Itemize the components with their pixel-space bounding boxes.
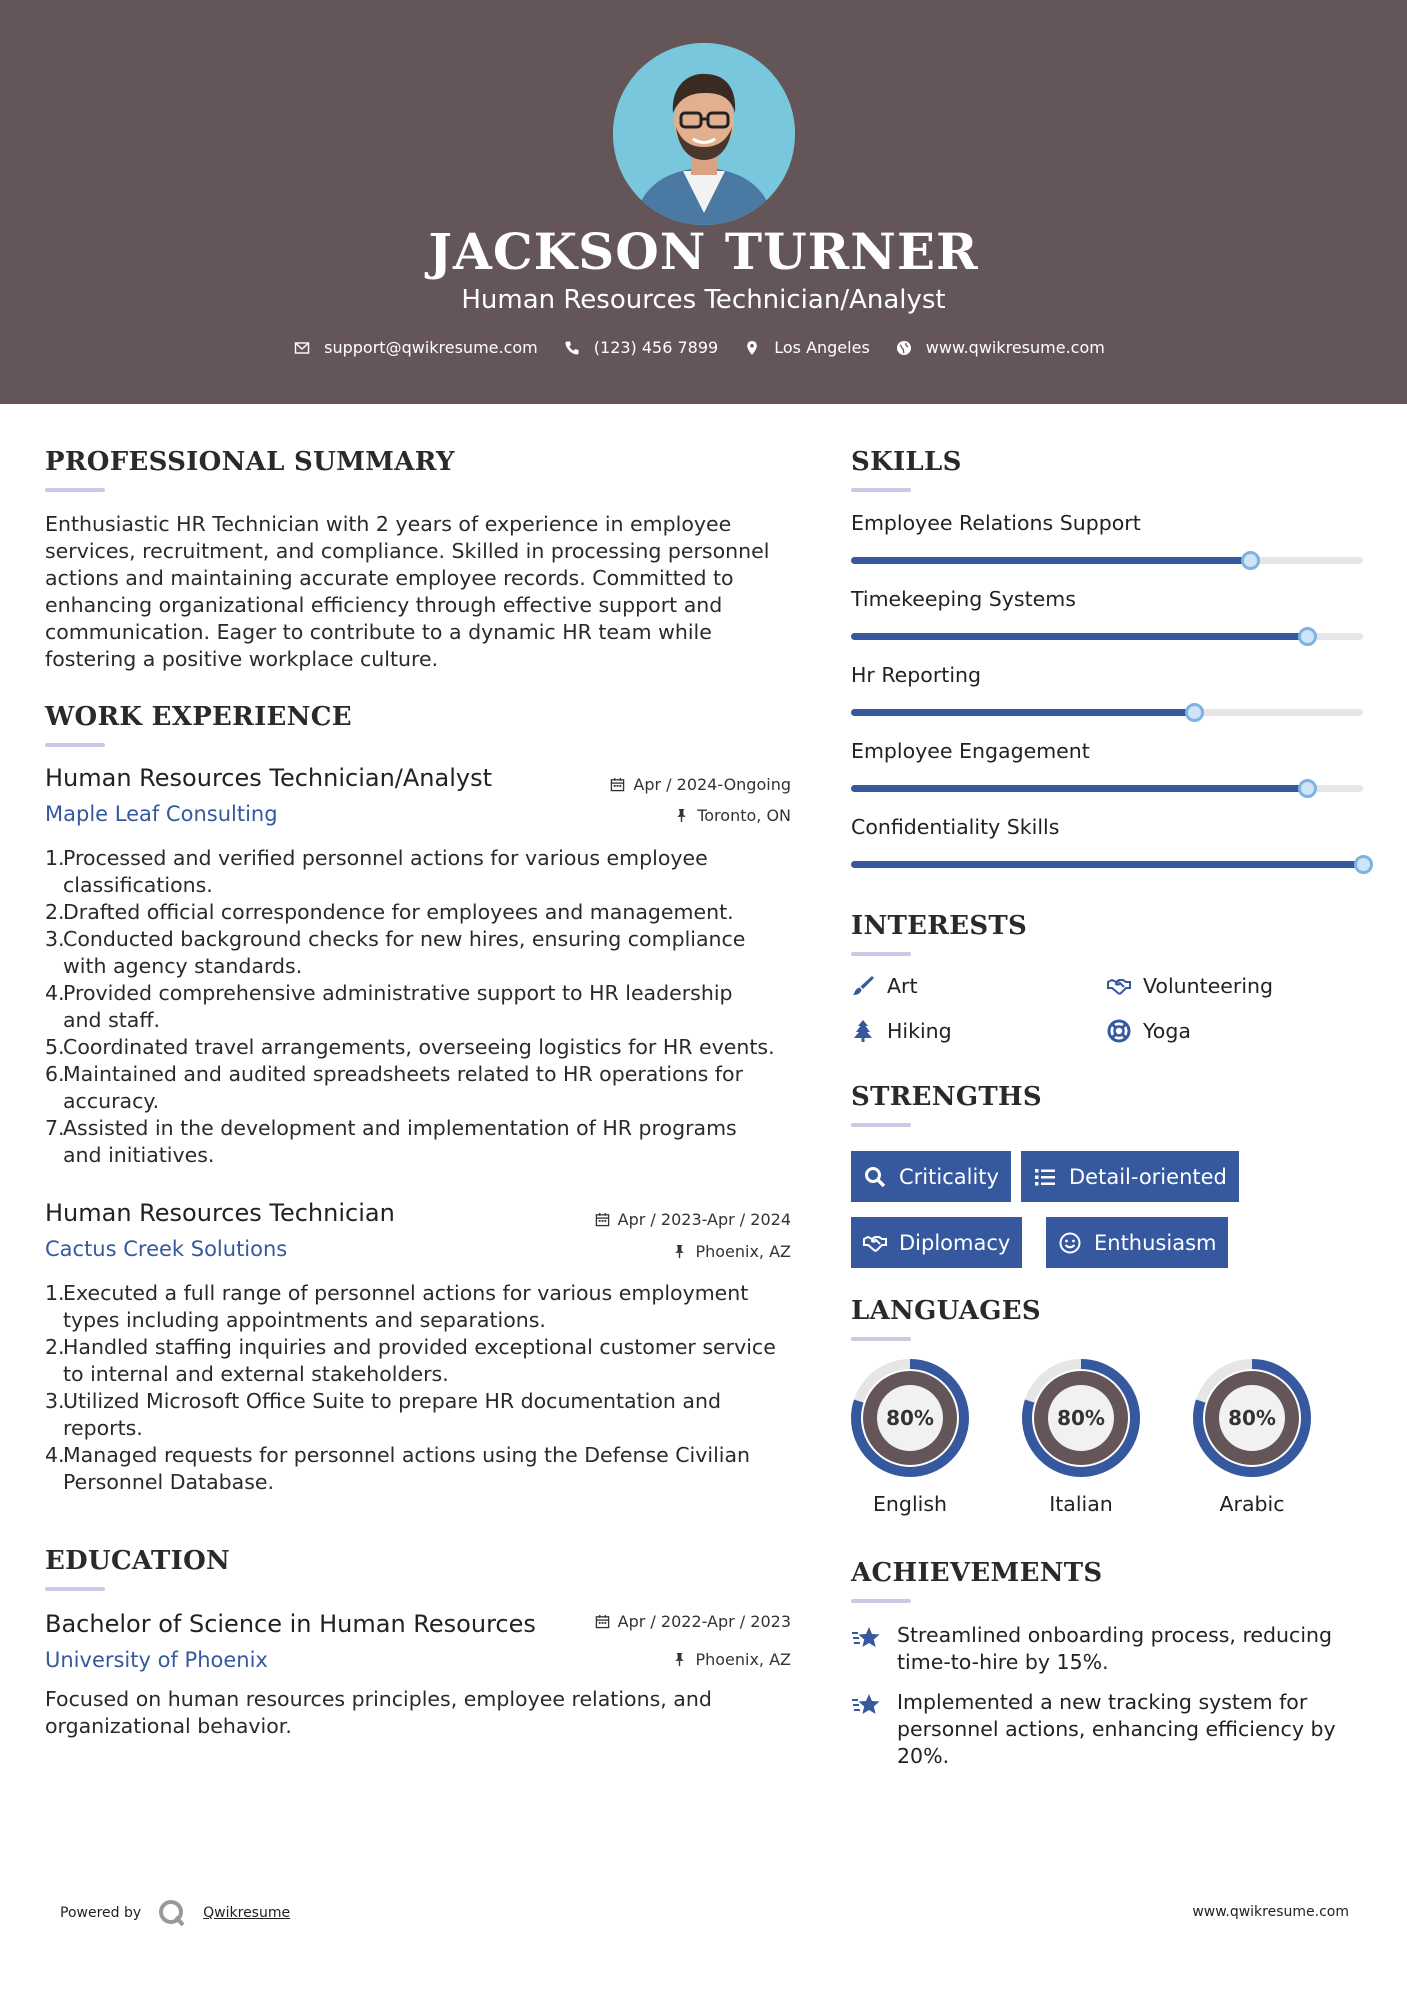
resume-header: [0, 0, 1407, 404]
section-divider: [851, 1337, 911, 1341]
list-number: 5.: [45, 1035, 65, 1059]
language-progress-ring: [1190, 1356, 1314, 1480]
interest-item: [1107, 974, 1273, 998]
section-divider: [851, 488, 911, 492]
candidate-role: Human Resources Technician/Analyst: [461, 285, 946, 315]
skill-bar: [851, 861, 1363, 868]
skill-bar: [851, 709, 1363, 716]
skill-bar-knob: [1298, 779, 1317, 798]
search-icon: [863, 1165, 887, 1189]
section-divider: [45, 743, 105, 747]
list-item: [45, 1061, 815, 1115]
dates-text: Apr / 2023-Apr / 2024: [617, 1210, 791, 1229]
language-name: English: [872, 1492, 948, 1516]
skill-bar-fill: [851, 557, 1250, 564]
section-divider: [45, 1587, 105, 1591]
list-number: 2.: [45, 1335, 65, 1359]
education-line: Focused on human resources principles, employee relations, and: [45, 1687, 712, 1711]
phone-text: (123) 456 7899: [593, 338, 719, 357]
achievement-item: [851, 1689, 1351, 1770]
list-item: [45, 1034, 815, 1061]
summary-line: services, recruitment, and compliance. Skilled in processing personnel: [45, 539, 770, 563]
list-number: 4.: [45, 981, 65, 1005]
list-item: [45, 1280, 815, 1334]
star-award-icon: [851, 1691, 883, 1719]
handshake-icon: [863, 1231, 887, 1255]
strength-label: Criticality: [899, 1164, 999, 1189]
calendar-icon: [595, 1614, 610, 1629]
list-item: [45, 1115, 815, 1169]
achievement-line: Streamlined onboarding process, reducing: [897, 1623, 1333, 1647]
job-dates: [610, 775, 791, 794]
skill-bar-fill: [851, 709, 1194, 716]
list-number: 4.: [45, 1443, 65, 1467]
star-award-icon: [851, 1624, 883, 1652]
languages-heading: LANGUAGES: [851, 1296, 1041, 1326]
duty-line: and initiatives.: [63, 1143, 215, 1167]
duty-line: Managed requests for personnel actions using the Defense Civilian: [63, 1443, 751, 1467]
job-location: [674, 806, 791, 825]
duty-line: Provided comprehensive administrative support to HR leadership: [63, 981, 733, 1005]
skill-bar-knob: [1354, 855, 1373, 874]
summary-line: actions and maintaining accurate employee records. Committed to: [45, 566, 734, 590]
language-item: [848, 1356, 972, 1516]
duty-list: [45, 1280, 815, 1496]
tree-icon: [851, 1019, 875, 1043]
language-name: Italian: [1049, 1492, 1113, 1516]
globe-icon: [896, 340, 912, 356]
duty-line: Personnel Database.: [63, 1470, 275, 1494]
achievements-heading: ACHIEVEMENTS: [851, 1558, 1103, 1588]
language-progress-ring: [848, 1356, 972, 1480]
contact-bar: [0, 338, 1407, 357]
duty-line: Drafted official correspondence for employees and management.: [63, 900, 734, 924]
list-item: [45, 926, 815, 980]
dates-text: Apr / 2022-Apr / 2023: [617, 1612, 791, 1631]
skill-bar-knob: [1185, 703, 1204, 722]
list-item: [45, 1388, 815, 1442]
skill-label: Employee Relations Support: [851, 511, 1141, 535]
duty-line: Assisted in the development and implementation of HR programs: [63, 1116, 737, 1140]
location-text: Phoenix, AZ: [695, 1242, 791, 1261]
company-name: Maple Leaf Consulting: [45, 802, 278, 826]
language-percent: 80%: [886, 1406, 934, 1430]
list-item: [45, 980, 815, 1034]
section-divider: [45, 488, 105, 492]
email-text: support@qwikresume.com: [324, 338, 538, 357]
list-item: [45, 899, 815, 926]
skills-heading: SKILLS: [851, 447, 962, 477]
summary-heading: PROFESSIONAL SUMMARY: [45, 447, 455, 477]
achievement-item: [851, 1622, 1351, 1676]
duty-line: Processed and verified personnel actions for various employee: [63, 846, 708, 870]
brand-link[interactable]: Qwikresume: [203, 1905, 291, 1921]
strengths-heading: STRENGTHS: [851, 1082, 1042, 1112]
interest-label: Hiking: [887, 1019, 952, 1043]
list-item: [45, 1334, 815, 1388]
interest-label: Yoga: [1143, 1019, 1191, 1043]
achievement-text: [897, 1622, 1332, 1676]
school-name: University of Phoenix: [45, 1648, 268, 1672]
job-location: [672, 1242, 791, 1261]
list-number: 3.: [45, 927, 65, 951]
language-item: [1019, 1356, 1143, 1516]
achievement-text: [897, 1689, 1336, 1770]
skill-label: Hr Reporting: [851, 663, 982, 687]
powered-by-text: Powered by: [60, 1905, 142, 1921]
duty-line: types including appointments and separations.: [63, 1308, 546, 1332]
strength-label: Diplomacy: [899, 1230, 1011, 1255]
duty-list: [45, 845, 815, 1169]
achievement-line: Implemented a new tracking system for: [897, 1690, 1308, 1714]
job-title: Human Resources Technician: [45, 1199, 395, 1227]
duty-line: Maintained and audited spreadsheets related to HR operations for: [63, 1062, 743, 1086]
education-description: [45, 1686, 805, 1740]
strength-chip: [1046, 1217, 1228, 1268]
list-number: 3.: [45, 1389, 65, 1413]
skill-bar: [851, 633, 1363, 640]
interest-label: Art: [887, 974, 918, 998]
footer-website[interactable]: www.qwikresume.com: [1192, 1904, 1349, 1920]
paintbrush-icon: [851, 974, 875, 998]
skill-label: Employee Engagement: [851, 739, 1090, 763]
location-text: Los Angeles: [774, 338, 870, 357]
skill-bar-fill: [851, 785, 1307, 792]
education-heading: EDUCATION: [45, 1546, 231, 1576]
person-portrait-icon: [613, 43, 795, 225]
section-divider: [851, 1599, 911, 1603]
skill-bar-knob: [1241, 551, 1260, 570]
duty-line: classifications.: [63, 873, 213, 897]
skill-bar-fill: [851, 861, 1363, 868]
profile-photo: [613, 43, 795, 225]
contact-website[interactable]: [896, 338, 1105, 357]
location-text: Phoenix, AZ: [695, 1650, 791, 1669]
envelope-icon: [294, 340, 310, 356]
duty-line: accuracy.: [63, 1089, 160, 1113]
education-line: organizational behavior.: [45, 1714, 292, 1738]
phone-icon: [564, 340, 580, 356]
duty-line: to internal and external stakeholders.: [63, 1362, 449, 1386]
interest-label: Volunteering: [1143, 974, 1274, 998]
location-text: Toronto, ON: [697, 806, 791, 825]
lifering-icon: [1107, 1019, 1131, 1043]
pushpin-icon: [674, 808, 689, 823]
map-pin-icon: [744, 340, 760, 356]
strength-chip: [851, 1151, 1011, 1202]
interest-item: [1107, 1019, 1191, 1043]
achievement-line: personnel actions, enhancing efficiency by: [897, 1717, 1336, 1741]
footer-credit: [60, 1898, 290, 1928]
contact-phone[interactable]: [564, 338, 718, 357]
strength-chip: [851, 1217, 1022, 1268]
interest-item: [851, 974, 918, 998]
job-title: Human Resources Technician/Analyst: [45, 764, 492, 792]
pushpin-icon: [672, 1244, 687, 1259]
summary-line: fostering a positive workplace culture.: [45, 647, 439, 671]
list-item: [45, 1442, 815, 1496]
language-percent: 80%: [1228, 1406, 1276, 1430]
duty-line: Conducted background checks for new hires, ensuring compliance: [63, 927, 746, 951]
dates-text: Apr / 2024-Ongoing: [633, 775, 791, 794]
list-number: 1.: [45, 846, 65, 870]
education-location: [672, 1650, 791, 1669]
section-divider: [851, 952, 911, 956]
pushpin-icon: [672, 1652, 687, 1667]
duty-line: Utilized Microsoft Office Suite to prepare HR documentation and: [63, 1389, 721, 1413]
list-number: 1.: [45, 1281, 65, 1305]
duty-line: and staff.: [63, 1008, 161, 1032]
interests-heading: INTERESTS: [851, 911, 1028, 941]
achievement-line: time-to-hire by 15%.: [897, 1650, 1109, 1674]
summary-text: [45, 511, 805, 673]
education-dates: [595, 1612, 791, 1631]
language-name: Arabic: [1219, 1492, 1285, 1516]
strength-label: Detail-oriented: [1069, 1164, 1227, 1189]
list-number: 2.: [45, 900, 65, 924]
degree-title: Bachelor of Science in Human Resources: [45, 1610, 536, 1638]
skill-bar-knob: [1298, 627, 1317, 646]
duty-line: Handled staffing inquiries and provided exceptional customer service: [63, 1335, 776, 1359]
achievement-line: 20%.: [897, 1744, 950, 1768]
language-percent: 80%: [1057, 1406, 1105, 1430]
list-number: 6.: [45, 1062, 65, 1086]
interest-item: [851, 1019, 952, 1043]
experience-heading: WORK EXPERIENCE: [45, 702, 352, 732]
contact-location: [744, 338, 870, 357]
skill-bar: [851, 557, 1363, 564]
duty-line: Coordinated travel arrangements, overseeing logistics for HR events.: [63, 1035, 775, 1059]
language-progress-ring: [1019, 1356, 1143, 1480]
skill-label: Timekeeping Systems: [851, 587, 1076, 611]
contact-email[interactable]: [294, 338, 538, 357]
candidate-name: JACKSON TURNER: [428, 222, 979, 281]
skill-bar: [851, 785, 1363, 792]
summary-line: communication. Eager to contribute to a dynamic HR team while: [45, 620, 712, 644]
list-icon: [1033, 1165, 1057, 1189]
section-divider: [851, 1123, 911, 1127]
summary-line: enhancing organizational efficiency through effective support and: [45, 593, 723, 617]
handshake-icon: [1107, 974, 1131, 998]
qwikresume-logo-icon: [157, 1898, 187, 1928]
language-item: [1190, 1356, 1314, 1516]
strength-label: Enthusiasm: [1094, 1230, 1217, 1255]
list-number: 7.: [45, 1116, 65, 1140]
duty-line: reports.: [63, 1416, 143, 1440]
company-name: Cactus Creek Solutions: [45, 1237, 288, 1261]
website-text: www.qwikresume.com: [925, 338, 1105, 357]
calendar-icon: [610, 777, 625, 792]
summary-line: Enthusiastic HR Technician with 2 years of experience in employee: [45, 512, 732, 536]
job-dates: [595, 1210, 791, 1229]
smile-icon: [1058, 1231, 1082, 1255]
skill-label: Confidentiality Skills: [851, 815, 1060, 839]
strength-chip: [1021, 1151, 1239, 1202]
skill-bar-fill: [851, 633, 1307, 640]
calendar-icon: [595, 1212, 610, 1227]
duty-line: Executed a full range of personnel actions for various employment: [63, 1281, 749, 1305]
list-item: [45, 845, 815, 899]
duty-line: with agency standards.: [63, 954, 303, 978]
